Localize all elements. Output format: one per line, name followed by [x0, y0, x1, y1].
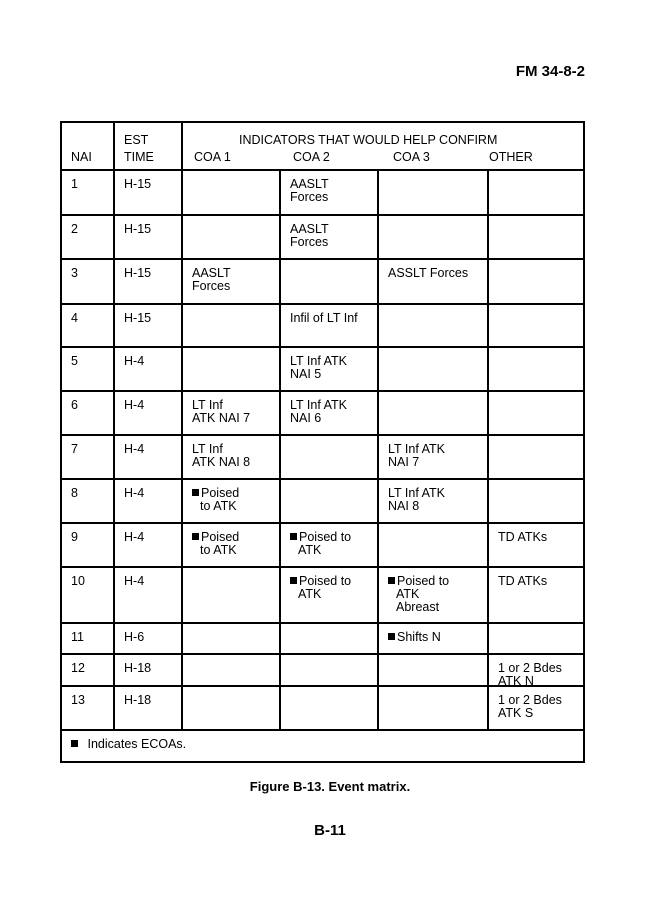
cell-line: Forces	[290, 190, 329, 204]
cell-coa1	[183, 260, 281, 303]
cell-coa2	[281, 392, 379, 434]
cell-coa1	[183, 392, 281, 434]
cell-line-wrap	[192, 412, 279, 425]
cell-line: to ATK	[200, 543, 237, 557]
cell-nai-text: 8	[71, 486, 78, 500]
header-coa1: COA 1	[194, 150, 231, 164]
ecoa-marker-icon	[290, 577, 297, 584]
cell-nai-text: 5	[71, 354, 78, 368]
cell-line: ATK S	[498, 706, 534, 720]
page-header: FM 34-8-2	[515, 63, 585, 80]
cell-nai	[62, 260, 115, 303]
ecoa-marker-icon	[388, 577, 395, 584]
cell-nai	[62, 305, 115, 346]
table-header-row	[62, 123, 583, 171]
cell-other	[489, 392, 583, 434]
cell-coa3	[379, 260, 489, 303]
cell-line: LT Inf ATK	[388, 486, 445, 500]
cell-coa1	[183, 436, 281, 478]
table-row	[62, 480, 583, 524]
table-row	[62, 260, 583, 305]
cell-coa2	[281, 171, 379, 214]
cell-coa3	[379, 305, 489, 346]
legend-cell	[62, 731, 583, 761]
cell-line: NAI 7	[388, 455, 420, 469]
cell-line: Poised to	[397, 574, 450, 588]
ecoa-marker-icon	[71, 740, 78, 747]
table-row	[62, 348, 583, 392]
cell-time	[115, 655, 183, 685]
cell-line-wrap	[192, 544, 279, 557]
cell-coa1	[183, 348, 281, 390]
table-row	[62, 305, 583, 348]
cell-line: Poised	[201, 530, 240, 544]
cell-coa3	[379, 392, 489, 434]
cell-coa3	[379, 216, 489, 258]
cell-nai-text: 6	[71, 398, 78, 412]
header-nai: NAI	[71, 150, 92, 164]
table-row	[62, 568, 583, 624]
header-indicators: INDICATORS THAT WOULD HELP CONFIRM	[239, 133, 498, 147]
cell-line-wrap	[192, 500, 279, 513]
cell-line: Poised to	[299, 530, 352, 544]
cell-coa2	[281, 436, 379, 478]
cell-other	[489, 260, 583, 303]
cell-line-wrap	[290, 236, 377, 249]
cell-nai	[62, 568, 115, 622]
table-row	[62, 687, 583, 731]
cell-other	[489, 305, 583, 346]
cell-line-wrap	[388, 631, 487, 644]
cell-nai-text: 10	[71, 574, 85, 588]
cell-other	[489, 687, 583, 729]
cell-nai	[62, 392, 115, 434]
cell-nai-text: 4	[71, 311, 78, 325]
table-row	[62, 392, 583, 436]
cell-line-wrap	[290, 412, 377, 425]
cell-line: AASLT	[192, 266, 231, 280]
cell-line: ATK N	[498, 674, 534, 688]
cell-time-text: H-4	[124, 398, 145, 412]
cell-coa1	[183, 524, 281, 566]
table-row	[62, 436, 583, 480]
cell-time-text: H-18	[124, 693, 152, 707]
cell-coa2	[281, 624, 379, 653]
cell-coa1	[183, 480, 281, 522]
cell-time	[115, 392, 183, 434]
legend-row	[62, 731, 583, 761]
table-row	[62, 624, 583, 655]
cell-coa3	[379, 348, 489, 390]
cell-other	[489, 171, 583, 214]
cell-line: Forces	[290, 235, 329, 249]
cell-nai-text: 7	[71, 442, 78, 456]
cell-line-wrap	[388, 601, 487, 614]
cell-line: NAI 6	[290, 411, 322, 425]
cell-line-wrap	[388, 500, 487, 513]
cell-line: Forces	[192, 279, 231, 293]
cell-line: AASLT	[290, 222, 329, 236]
cell-line-wrap	[388, 456, 487, 469]
cell-time-text: H-4	[124, 442, 145, 456]
cell-coa1	[183, 171, 281, 214]
cell-other	[489, 568, 583, 622]
cell-time	[115, 524, 183, 566]
cell-nai	[62, 624, 115, 653]
cell-coa2	[281, 655, 379, 685]
cell-nai-text: 12	[71, 661, 85, 675]
cell-line-wrap	[388, 267, 487, 280]
cell-line: ATK	[298, 587, 322, 601]
ecoa-marker-icon	[388, 633, 395, 640]
cell-coa3	[379, 655, 489, 685]
cell-time-text: H-4	[124, 486, 145, 500]
cell-line: ATK NAI 7	[192, 411, 251, 425]
header-est-time-cell	[115, 123, 183, 169]
cell-line-wrap	[498, 531, 583, 544]
cell-time-text: H-4	[124, 530, 145, 544]
cell-nai-text: 3	[71, 266, 78, 280]
cell-nai	[62, 480, 115, 522]
cell-time	[115, 348, 183, 390]
figure-caption: Figure B-13. Event matrix.	[249, 779, 411, 794]
header-time: TIME	[124, 150, 154, 164]
cell-coa3	[379, 568, 489, 622]
cell-line: Poised to	[299, 574, 352, 588]
cell-time-text: H-15	[124, 311, 152, 325]
cell-coa2	[281, 524, 379, 566]
cell-line: TD ATKs	[498, 530, 548, 544]
cell-coa1	[183, 655, 281, 685]
cell-line-wrap	[290, 544, 377, 557]
cell-other	[489, 348, 583, 390]
cell-nai	[62, 436, 115, 478]
cell-line: 1 or 2 Bdes	[498, 661, 562, 675]
cell-line: ATK	[396, 587, 420, 601]
cell-line-wrap	[498, 575, 583, 588]
cell-line: Shifts N	[397, 630, 441, 644]
cell-time	[115, 624, 183, 653]
event-matrix-table	[60, 121, 585, 763]
cell-line-wrap	[290, 312, 377, 325]
cell-coa3	[379, 687, 489, 729]
cell-coa1	[183, 305, 281, 346]
cell-coa3	[379, 171, 489, 214]
cell-line-wrap	[290, 588, 377, 601]
cell-line: LT Inf	[192, 442, 223, 456]
cell-time-text: H-6	[124, 630, 145, 644]
cell-coa3	[379, 524, 489, 566]
cell-time	[115, 305, 183, 346]
cell-coa2	[281, 260, 379, 303]
cell-line-wrap	[290, 191, 377, 204]
header-coa2: COA 2	[293, 150, 330, 164]
cell-line: AASLT	[290, 177, 329, 191]
legend-text: Indicates ECOAs.	[87, 737, 187, 751]
cell-coa2	[281, 305, 379, 346]
cell-line: LT Inf ATK	[388, 442, 445, 456]
cell-nai-text: 11	[71, 630, 84, 644]
cell-line: to ATK	[200, 499, 237, 513]
table-row	[62, 655, 583, 687]
cell-coa2	[281, 348, 379, 390]
cell-coa2	[281, 687, 379, 729]
cell-other	[489, 436, 583, 478]
cell-other	[489, 655, 583, 688]
table-row	[62, 171, 583, 216]
cell-coa3	[379, 624, 489, 653]
cell-line: ATK	[298, 543, 322, 557]
cell-nai	[62, 348, 115, 390]
cell-time-text: H-15	[124, 222, 152, 236]
cell-nai-text: 2	[71, 222, 78, 236]
table-row	[62, 524, 583, 568]
header-coa3: COA 3	[393, 150, 430, 164]
header-nai-cell	[62, 123, 115, 169]
page-number: B-11	[314, 822, 346, 839]
cell-coa2	[281, 568, 379, 622]
cell-line: LT Inf ATK	[290, 354, 347, 368]
ecoa-marker-icon	[192, 533, 199, 540]
cell-other	[489, 624, 583, 653]
cell-line-wrap	[192, 280, 279, 293]
cell-time	[115, 171, 183, 214]
cell-line: LT Inf ATK	[290, 398, 347, 412]
cell-line: 1 or 2 Bdes	[498, 693, 562, 707]
cell-line-wrap	[498, 707, 583, 720]
cell-coa2	[281, 480, 379, 522]
cell-line: Infil of LT Inf	[290, 311, 358, 325]
header-est: EST	[124, 133, 149, 147]
cell-time	[115, 480, 183, 522]
cell-line: Poised	[201, 486, 240, 500]
cell-other	[489, 480, 583, 522]
cell-time-text: H-15	[124, 177, 152, 191]
cell-time	[115, 568, 183, 622]
cell-time-text: H-4	[124, 574, 145, 588]
cell-coa3	[379, 436, 489, 478]
cell-time	[115, 260, 183, 303]
cell-time	[115, 216, 183, 258]
cell-time-text: H-15	[124, 266, 152, 280]
cell-nai	[62, 655, 115, 685]
cell-coa3	[379, 480, 489, 522]
cell-time-text: H-4	[124, 354, 145, 368]
cell-other	[489, 524, 583, 566]
cell-time	[115, 687, 183, 729]
cell-coa1	[183, 624, 281, 653]
cell-line: ASSLT Forces	[388, 266, 469, 280]
cell-time-text: H-18	[124, 661, 152, 675]
cell-line: ATK NAI 8	[192, 455, 251, 469]
cell-line: TD ATKs	[498, 574, 548, 588]
cell-line-wrap	[290, 368, 377, 381]
cell-line: NAI 8	[388, 499, 420, 513]
header-other: OTHER	[489, 150, 533, 164]
cell-nai	[62, 524, 115, 566]
cell-line: LT Inf	[192, 398, 223, 412]
cell-line: NAI 5	[290, 367, 322, 381]
table-row	[62, 216, 583, 260]
header-indicators-cell	[183, 123, 583, 169]
cell-line-wrap	[192, 456, 279, 469]
cell-nai	[62, 216, 115, 258]
cell-nai-text: 1	[71, 177, 78, 191]
cell-other	[489, 216, 583, 258]
cell-nai	[62, 687, 115, 729]
cell-coa1	[183, 568, 281, 622]
cell-coa1	[183, 687, 281, 729]
cell-line: Abreast	[396, 600, 440, 614]
cell-coa2	[281, 216, 379, 258]
cell-coa1	[183, 216, 281, 258]
ecoa-marker-icon	[290, 533, 297, 540]
cell-time	[115, 436, 183, 478]
ecoa-marker-icon	[192, 489, 199, 496]
cell-nai-text: 9	[71, 530, 78, 544]
cell-nai	[62, 171, 115, 214]
cell-nai-text: 13	[71, 693, 85, 707]
